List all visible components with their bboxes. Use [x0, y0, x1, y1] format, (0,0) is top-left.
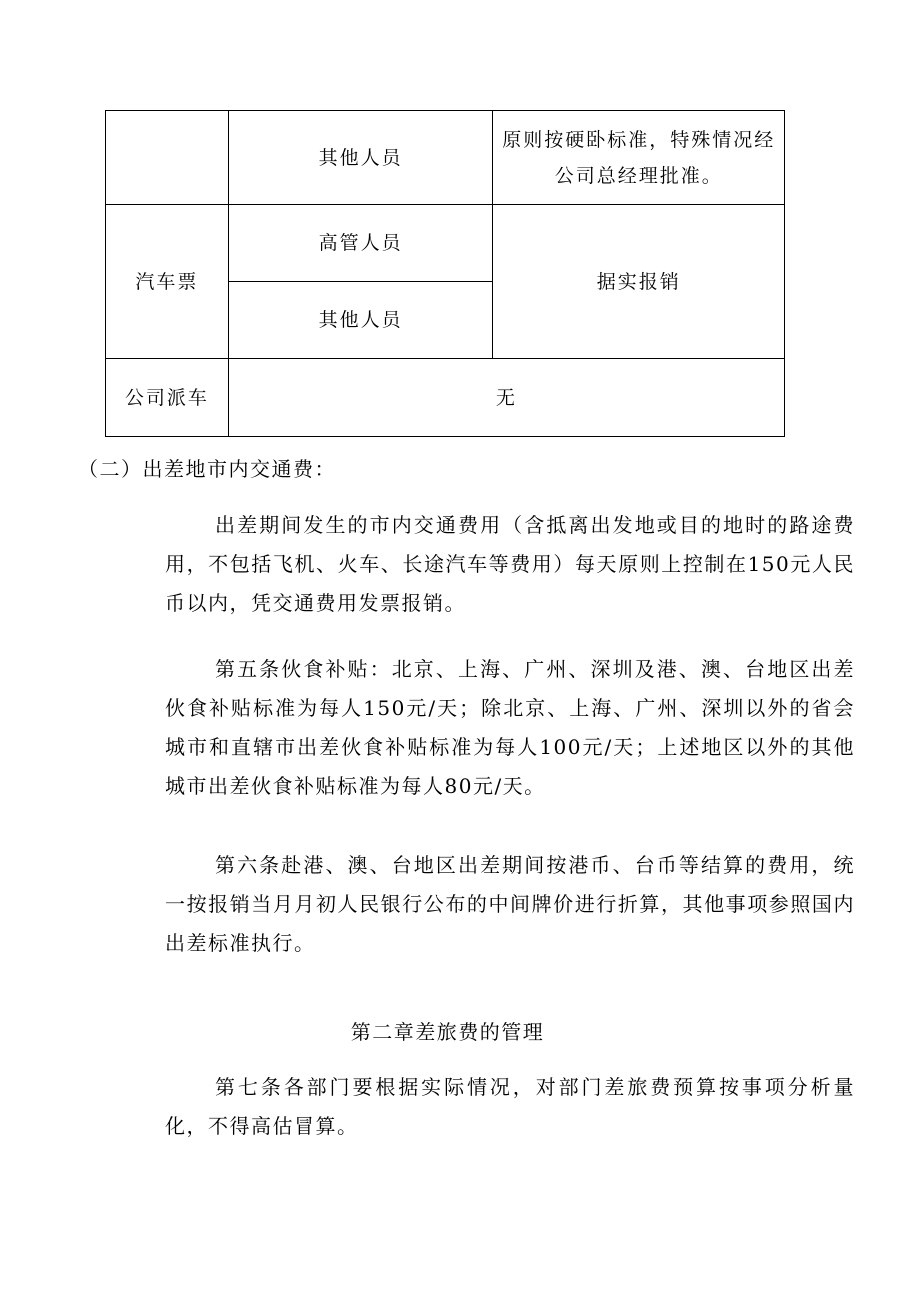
table-cell-rule: 原则按硬卧标准，特殊情况经公司总经理批准。: [493, 111, 785, 205]
section-title: （二）出差地市内交通费：: [78, 457, 336, 481]
table-row: [106, 205, 785, 282]
table-cell-company-car-label: 公司派车: [106, 359, 229, 437]
paragraph-article-5: 第五条伙食补贴：北京、上海、广州、深圳及港、澳、台地区出差伙食补贴标准为每人150元/天；除北京、上海、广州、深圳以外的省会城市和直辖市出差伙食补贴标准为每人100元/天；上述地区以外的其他城市出差伙食补贴标准为每人80元/天。: [165, 657, 855, 798]
table-cell-person: 其他人员: [228, 111, 493, 205]
table-row: [106, 359, 785, 437]
paragraph-article-7: 第七条各部门要根据实际情况，对部门差旅费预算按事项分析量化，不得高估冒算。: [165, 1075, 855, 1138]
paragraph-article-6: 第六条赴港、澳、台地区出差期间按港币、台币等结算的费用，统一按报销当月月初人民银行公布的中间牌价进行折算，其他事项参照国内出差标准执行。: [165, 853, 855, 955]
table-cell-empty: [106, 111, 229, 205]
chapter-heading: 第二章差旅费的管理: [350, 1020, 545, 1044]
table-cell-company-car-value: 无: [228, 359, 784, 437]
table-cell-person: 其他人员: [228, 282, 493, 359]
table-row: [106, 111, 785, 205]
paragraph-city-transport: 出差期间发生的市内交通费用（含抵离出发地或目的地时的路途费用，不包括飞机、火车、长途汽车等费用）每天原则上控制在150元人民币以内，凭交通费用发票报销。: [165, 513, 855, 615]
table-cell-rule: 据实报销: [493, 205, 785, 359]
table-cell-person: 高管人员: [228, 205, 493, 282]
table-cell-bus-label: 汽车票: [106, 205, 229, 359]
travel-standard-table: [105, 110, 785, 437]
